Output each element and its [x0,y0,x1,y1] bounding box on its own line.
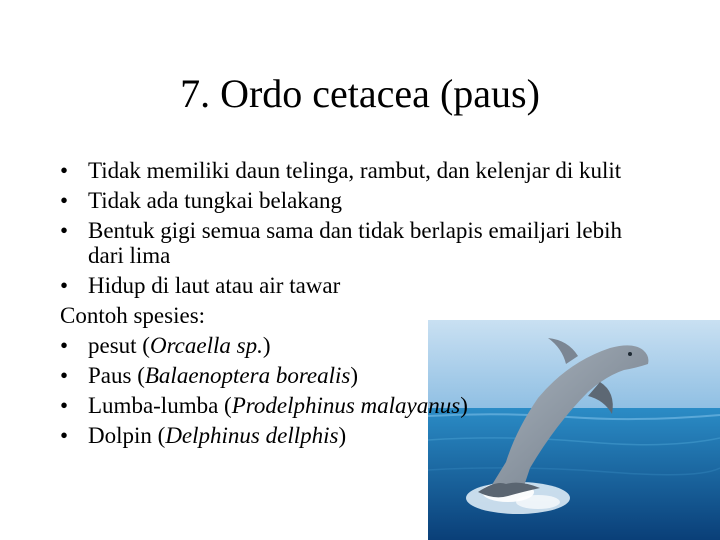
example-item [60,423,660,448]
slide-content [60,158,660,453]
characteristic-item [60,273,660,298]
example-common-name: Paus ( [88,363,145,388]
example-scientific-name: Orcaella sp. [149,333,263,358]
characteristic-item [60,218,660,268]
example-item [60,333,660,358]
characteristic-text: Tidak memiliki daun telinga, rambut, dan kelenjar di kulit [88,158,622,183]
characteristic-item [60,188,660,213]
characteristic-text: Bentuk gigi semua sama dan tidak berlapis emailjari lebih dari lima [88,218,622,268]
slide-title: 7. Ordo cetacea (paus) [180,71,540,116]
example-item [60,363,660,388]
bullet-icon: • [60,218,69,243]
example-common-name: Dolpin ( [88,423,166,448]
bullet-icon: • [60,188,69,213]
example-scientific-name: Balaenoptera borealis [144,363,351,388]
bullet-icon: • [60,423,69,448]
example-close-paren: ) [338,423,347,448]
characteristic-item [60,158,660,183]
bullet-icon: • [60,333,69,358]
example-common-name: Lumba-lumba ( [88,393,232,418]
example-item [60,393,660,418]
bullet-icon: • [60,273,69,298]
example-common-name: pesut ( [88,333,150,358]
example-close-paren: ) [350,363,359,388]
bullet-icon: • [60,158,69,183]
example-close-paren: ) [262,333,271,358]
examples-heading: Contoh spesies: [60,303,206,328]
characteristic-text: Hidup di laut atau air tawar [88,273,341,298]
characteristic-text: Tidak ada tungkai belakang [88,188,343,213]
bullet-icon: • [60,363,69,388]
example-scientific-name: Delphinus dellphis [165,423,339,448]
bullet-icon: • [60,393,69,418]
example-scientific-name: Prodelphinus malayanus [231,393,461,418]
example-close-paren: ) [460,393,468,418]
